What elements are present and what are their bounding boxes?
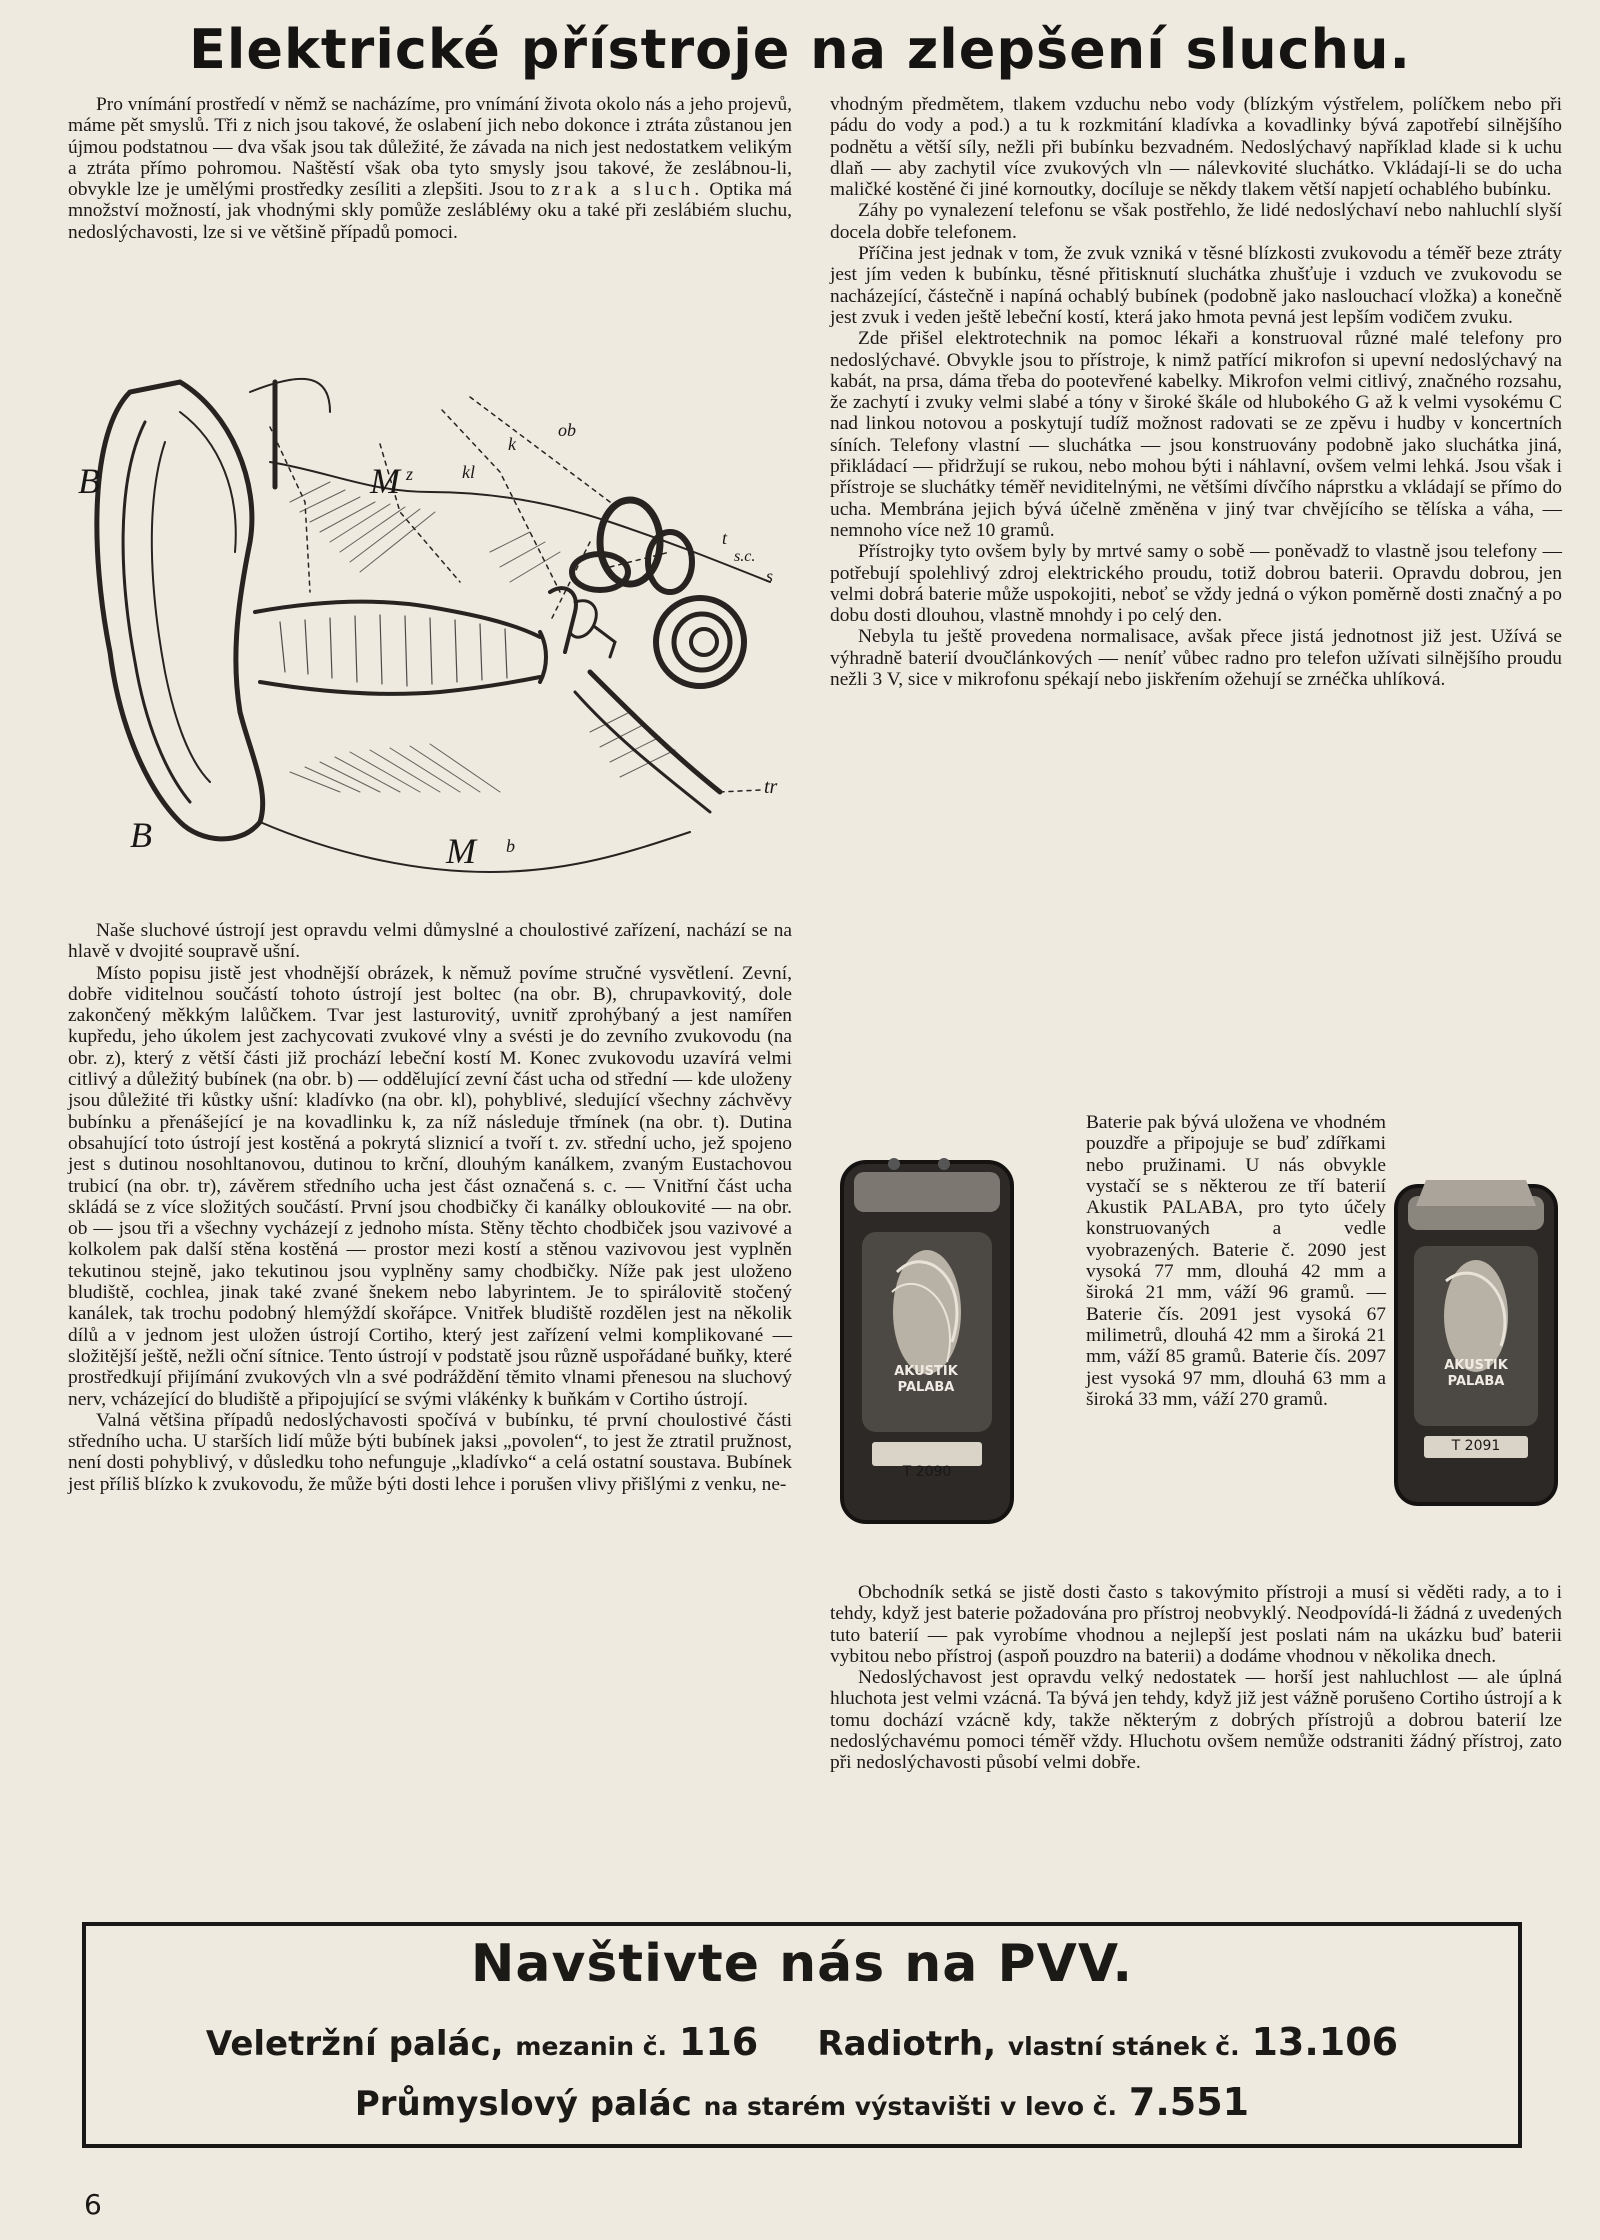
ad-veletrzni-palac: Veletržní palác, — [205, 2024, 504, 2064]
ad-row-veletrzni — [86, 2020, 1518, 2064]
left-column-intro — [68, 94, 792, 243]
ad-row-prumyslovy — [86, 2080, 1518, 2124]
left-paragraph-3: Valná většina případů nedoslýchavosti spočívá v bubínku, té první choulostivé části středního ucha. U starších lidí může býti bubínek jaksi „povolen“, to jest že ztratil pružnost, není dosti pohyblivý, v důsledku toho nefunguje „kladívko“ a celá ostatní soustava. Bubínek jest příliš blízko k zvukovodu, že může býti dosti lehce i porušen vlivy přišlými z venku, ne- — [68, 1409, 792, 1495]
ad-radiotrh: Radiotrh, — [817, 2024, 997, 2064]
figure-label-B-top: B — [78, 461, 100, 501]
figure-label-B-bottom: B — [130, 815, 152, 855]
ad-vystaviste-label: na starém výstavišti v levo č. — [703, 2092, 1118, 2121]
ad-stanek-label: vlastní stánek č. — [1007, 2032, 1240, 2061]
left-paragraph-2: Místo popisu jistě jest vhodnější obrázek, k němuž povíme stručné vysvětlení. Zevní, dobře viditelnou součástí tohoto ústrojí jest boltec (na obr. B), chrupavkovitý, dole zakončený měkkým lalůčkem. Tvar jest lasturovitý, uvnitř zprohýbaný a jest namířen kupředu, jeho úkolem jest zachycovati zvukové vlny a svésti je do zevního zvukovodu (na obr. z), který z větší části již prochází lebeční kostí M. Konec zvukovodu uzavírá velmi citlivý a důležitý bubínek (na obr. b) — oddělující zevní část ucha od střední — kde uloženy jsou důležité tři kůstky ušní: kladívko (na obr. kl), pohyblivé, sledující všechny záchvěvy bubínku a přenášející je na kovadlinku k, za níž následuje třmínek (na obr. t). Dutina obsahující toto ústrojí jest kostěná a pokrytá sliznicí a tvoří t. zv. střední ucho, jež spojeno jest s dutinou nosohltanovou, dutinou to krční, dlouhým kanálkem, zvaným Eustachovou trubicí (na obr. tr), závěrem středního ucha jest část označená s. c. — Vnitřní část ucha skládá se z více složitých součástí. První jsou chodbičky či kanálky obloukovité — na obr. ob — jsou tři a všechny vycházejí z jednoho místa. Stěny těchto chodbiček jsou vazivové a kolkolem pak další stěna kostěná — prostor mezi kostí a stěnou vazivovou jest vyplněn tekutinou stejně, jako tekutinou jsou vyplněny samy chodbičky. Níže pak jest uloženo bludiště, cochlea, jinak také zvané šnekem nebo labyrintem. Je to spirálovitě stočený kanálek, tak trochu podobný hlemýždí skořápce. Vnitřek bludiště rozdělen jest na několik dílů a v jednom jest uložen ústrojí Cortiho, který jest zařízení velmi komplikované — složitější ještě, nežli oční sítnice. Tento ústrojí v podstatě jsou různě uspořádané buňky, které prostředkují přijímání zvukových vln a své podráždění těmito vlnami přenesou na sluchový nerv, vcházející do bludiště a připojující se svými vlákénky k buňkám v Cortiho ústrojí. — [68, 962, 792, 1410]
ear-anatomy-figure — [70, 352, 790, 912]
battery-2-code: T 2091 — [1451, 1438, 1501, 1454]
figure-label-M-bottom: M — [446, 831, 476, 871]
intro-spaced-text: zrak a sluch. — [551, 179, 704, 201]
ad-mezanin-number: 116 — [678, 2020, 759, 2064]
intro-text: Pro vnímání prostředí v němž se nacházíme, pro vnímání života okolo nás a jeho projevů, máme pět smyslů. Tři z nich jsou takové, že oslabení jich nebo dokonce i ztráta zůstanou jen újmou podstatnou — dva však jsou tak důležité, že závada na nich jest nedostatkem velikým a ztráta přímo pohromou. Naštěstí však oba tyto smysly jsou takové, že zeslábnou-li, obvykle lze je umělými prostředky zesíliti a zlepšiti. Jsou to — [68, 94, 792, 201]
figure-label-b: b — [506, 836, 515, 856]
right-column-body — [830, 94, 1562, 690]
battery-image-2090 — [832, 1142, 1022, 1537]
battery-2-brand: AKUSTIK — [1444, 1358, 1508, 1373]
battery-1-code: T 2090 — [902, 1464, 952, 1480]
battery-1-name: PALABA — [897, 1380, 955, 1395]
battery-1-brand: AKUSTIK — [894, 1364, 958, 1379]
right-paragraph-4: Zde přišel elektrotechnik na pomoc lékaři a konstruoval různé malé telefony pro nedoslýchavé. Obvykle jsou to přístroje, k nimž patřící mikrofon si upevní nedoslýchavý na kabát, na prsa, dáma třeba do pootevřené kabelky. Mikrofon velmi citlivý, značného rozsahu, že zachytí i zvuky velmi slabé a tóny v široké škále od hlubokého G až k velmi vysokému C nad linkou notovou a poskytují tudíž možnost radovati se ze zpěvu i hudby v koncertních síních. Telefony vlastní — sluchátka — jsou konstruovány podobně jako sluchátka jiná, přikládací — přidržují se rukou, nebo mohou býti i náhlavní, ovšem velmi lehká. Jsou však i přístroje se sluchátky téměř neviditelnými, ne většími dívčího náprstku a vkládají se přímo do ucha. Membrána jejich bývá účelně změněna v jiný tvar chvějícího se tělíska a váha, — nemnoho více než 10 gramů. — [830, 328, 1562, 541]
right-paragraph-8: Nedoslýchavost jest opravdu velký nedostatek — horší jest nahluchlost — ale úplná hluchota jest velmi vzácná. Ta bývá jen tehdy, když již jest vážně porušeno Cortiho ústrojí a k tomu dochází vzácně kdy, takže některým z dobrých přístrojů a dobrou baterií lze nedoslýchavému pomoci téměř vždy. Hluchotu ovšem nemůže odstraniti žádný přístroj, zato při nedoslýchavosti působí velmi dobře. — [830, 1667, 1562, 1774]
right-column-end — [830, 1582, 1562, 1774]
ad-prumyslovy-palac: Průmyslový palác — [354, 2084, 692, 2124]
figure-label-t: t — [722, 528, 728, 548]
figure-label-M-top: M — [370, 461, 400, 501]
figure-label-kl: kl — [462, 462, 475, 482]
ad-headline: Navštivte nás na PVV. — [470, 1934, 1134, 1994]
battery-image-2091 — [1386, 1166, 1566, 1515]
figure-label-tr: tr — [764, 776, 778, 798]
battery-2-name: PALABA — [1447, 1374, 1505, 1389]
figure-label-k: k — [508, 434, 516, 454]
right-paragraph-5: Přístrojky tyto ovšem byly by mrtvé samy o sobě — poněvadž to vlastně jsou telefony — potřebují spolehlivý zdroj elektrického proudu, totiž dobrou baterii. Opravdu dobrou, jen velmi dobrá baterie může uspokojiti, neboť se vždy jedná o výkon poměrně dosti značný a po dobu dosti dlouhou, vlastně mnohdy i po celý den. — [830, 541, 1562, 627]
right-paragraph-1: vhodným předmětem, tlakem vzduchu nebo vody (blízkým výstřelem, políčkem nebo při pádu do vody a pod.) a tu k rozkmitání kladívka a kovadlinky bývá zapotřebí silnějšího podnětu a větší síly, nežli při bubínku bezvadném. Nedoslýchavý například klade si k uchu dlaň — aby zachytil více zvukových vln — nálevkovité sluchátko. Vkládají-li se do ucha maličké kostěné či jiné kornoutky, docíluje se někdy tlakem větší napjetí ochablého bubínku. — [830, 94, 1562, 201]
right-paragraph-6: Nebyla tu ještě provedena normalisace, avšak přece jistá jednotnost již jest. Užívá se výhradně baterií dvoučlánkových — neníť vůbec radno pro telefon užívati silnějšího proudu nežli 3 V, sice v mikrofonu spékají nebo jiskřením ožehují se zrnéčka uhlíková. — [830, 626, 1562, 691]
intro-end-text: Optika má množství možností, jak vhodnými skly pomůže zeslábléму oku a také při zeslábiém sluchu, nedoslýchavosti, lze si ve většině případů pomoci. — [68, 179, 793, 243]
figure-label-s: s — [766, 566, 774, 586]
figure-label-sc: s.c. — [734, 548, 756, 565]
left-paragraph-1: Naše sluchové ústrojí jest opravdu velmi důmyslné a choulostivé zařízení, nachází se na hlavě v dvojité soupravě ušní. — [68, 920, 792, 963]
figure-label-z: z — [406, 464, 414, 484]
article-title: Elektrické přístroje na zlepšení sluchu. — [188, 18, 1412, 81]
ad-vystaviste-number: 7.551 — [1128, 2080, 1250, 2124]
battery-description: Baterie pak bývá uložena ve vhodném pouzdře a připojuje se buď zdířkami nebo pružinami. U nás obvykle vystačí se s některou ze tří baterií Akustik PALABA, pro tyto účely konstruovaných a vedle vyobrazených. Baterie č. 2090 jest vysoká 77 mm, dlouhá 42 mm a široká 21 mm, váží 96 gramů. — Baterie čís. 2091 jest vysoká 67 milimetrů, dlouhá 42 mm a široká 21 mm, váží 85 gramů. Baterie čís. 2097 jest vysoká 97 mm, dlouhá 63 mm a široká 33 mm, váží 270 gramů. — [1086, 1112, 1386, 1410]
figure-label-ob: ob — [558, 420, 576, 440]
left-column-body — [68, 920, 792, 1495]
pvv-advertisement — [82, 1922, 1522, 2148]
right-paragraph-3: Příčina jest jednak v tom, že zvuk vzniká v těsné blízkosti zvukovodu a téměř beze ztráty jest jím veden k bubínku, těsné přitisknutí sluchátka zhušťuje i vzduch ve zvukovodu se nacházející, částečně i napíná ochablý bubínek (podobně jako naslouchací vložka) a konečně jest zvuk i veden ještě lebeční kostí, která jako hmota pevná jest lepším vodičem zvuku. — [830, 243, 1562, 328]
ad-mezanin-label: mezanin č. — [515, 2032, 668, 2061]
page-number: 6 — [84, 2188, 102, 2221]
right-paragraph-7: Obchodník setká se jistě dosti často s takovýmito přístroji a musí si věděti rady, a to i tehdy, když jest baterie požadována pro přístroj neobvyklý. Neodpovídá-li žádná z uvedených tuto baterií — pak vyrobíme vhodnou a nejlepší jest poslati nám na ukázku buď baterii vybitou nebo přístroj (aspoň pouzdro na baterii) a dodáme vhodnou v několika dnech. — [830, 1582, 1562, 1667]
ad-stanek-number: 13.106 — [1251, 2020, 1399, 2064]
ear-drawing — [70, 352, 790, 912]
intro-paragraph — [68, 94, 792, 243]
right-paragraph-2: Záhy po vynalezení telefonu se však postřehlo, že lidé nedoslýchaví nebo nahluchlí slyší docela dobře telefonem. — [830, 200, 1562, 243]
